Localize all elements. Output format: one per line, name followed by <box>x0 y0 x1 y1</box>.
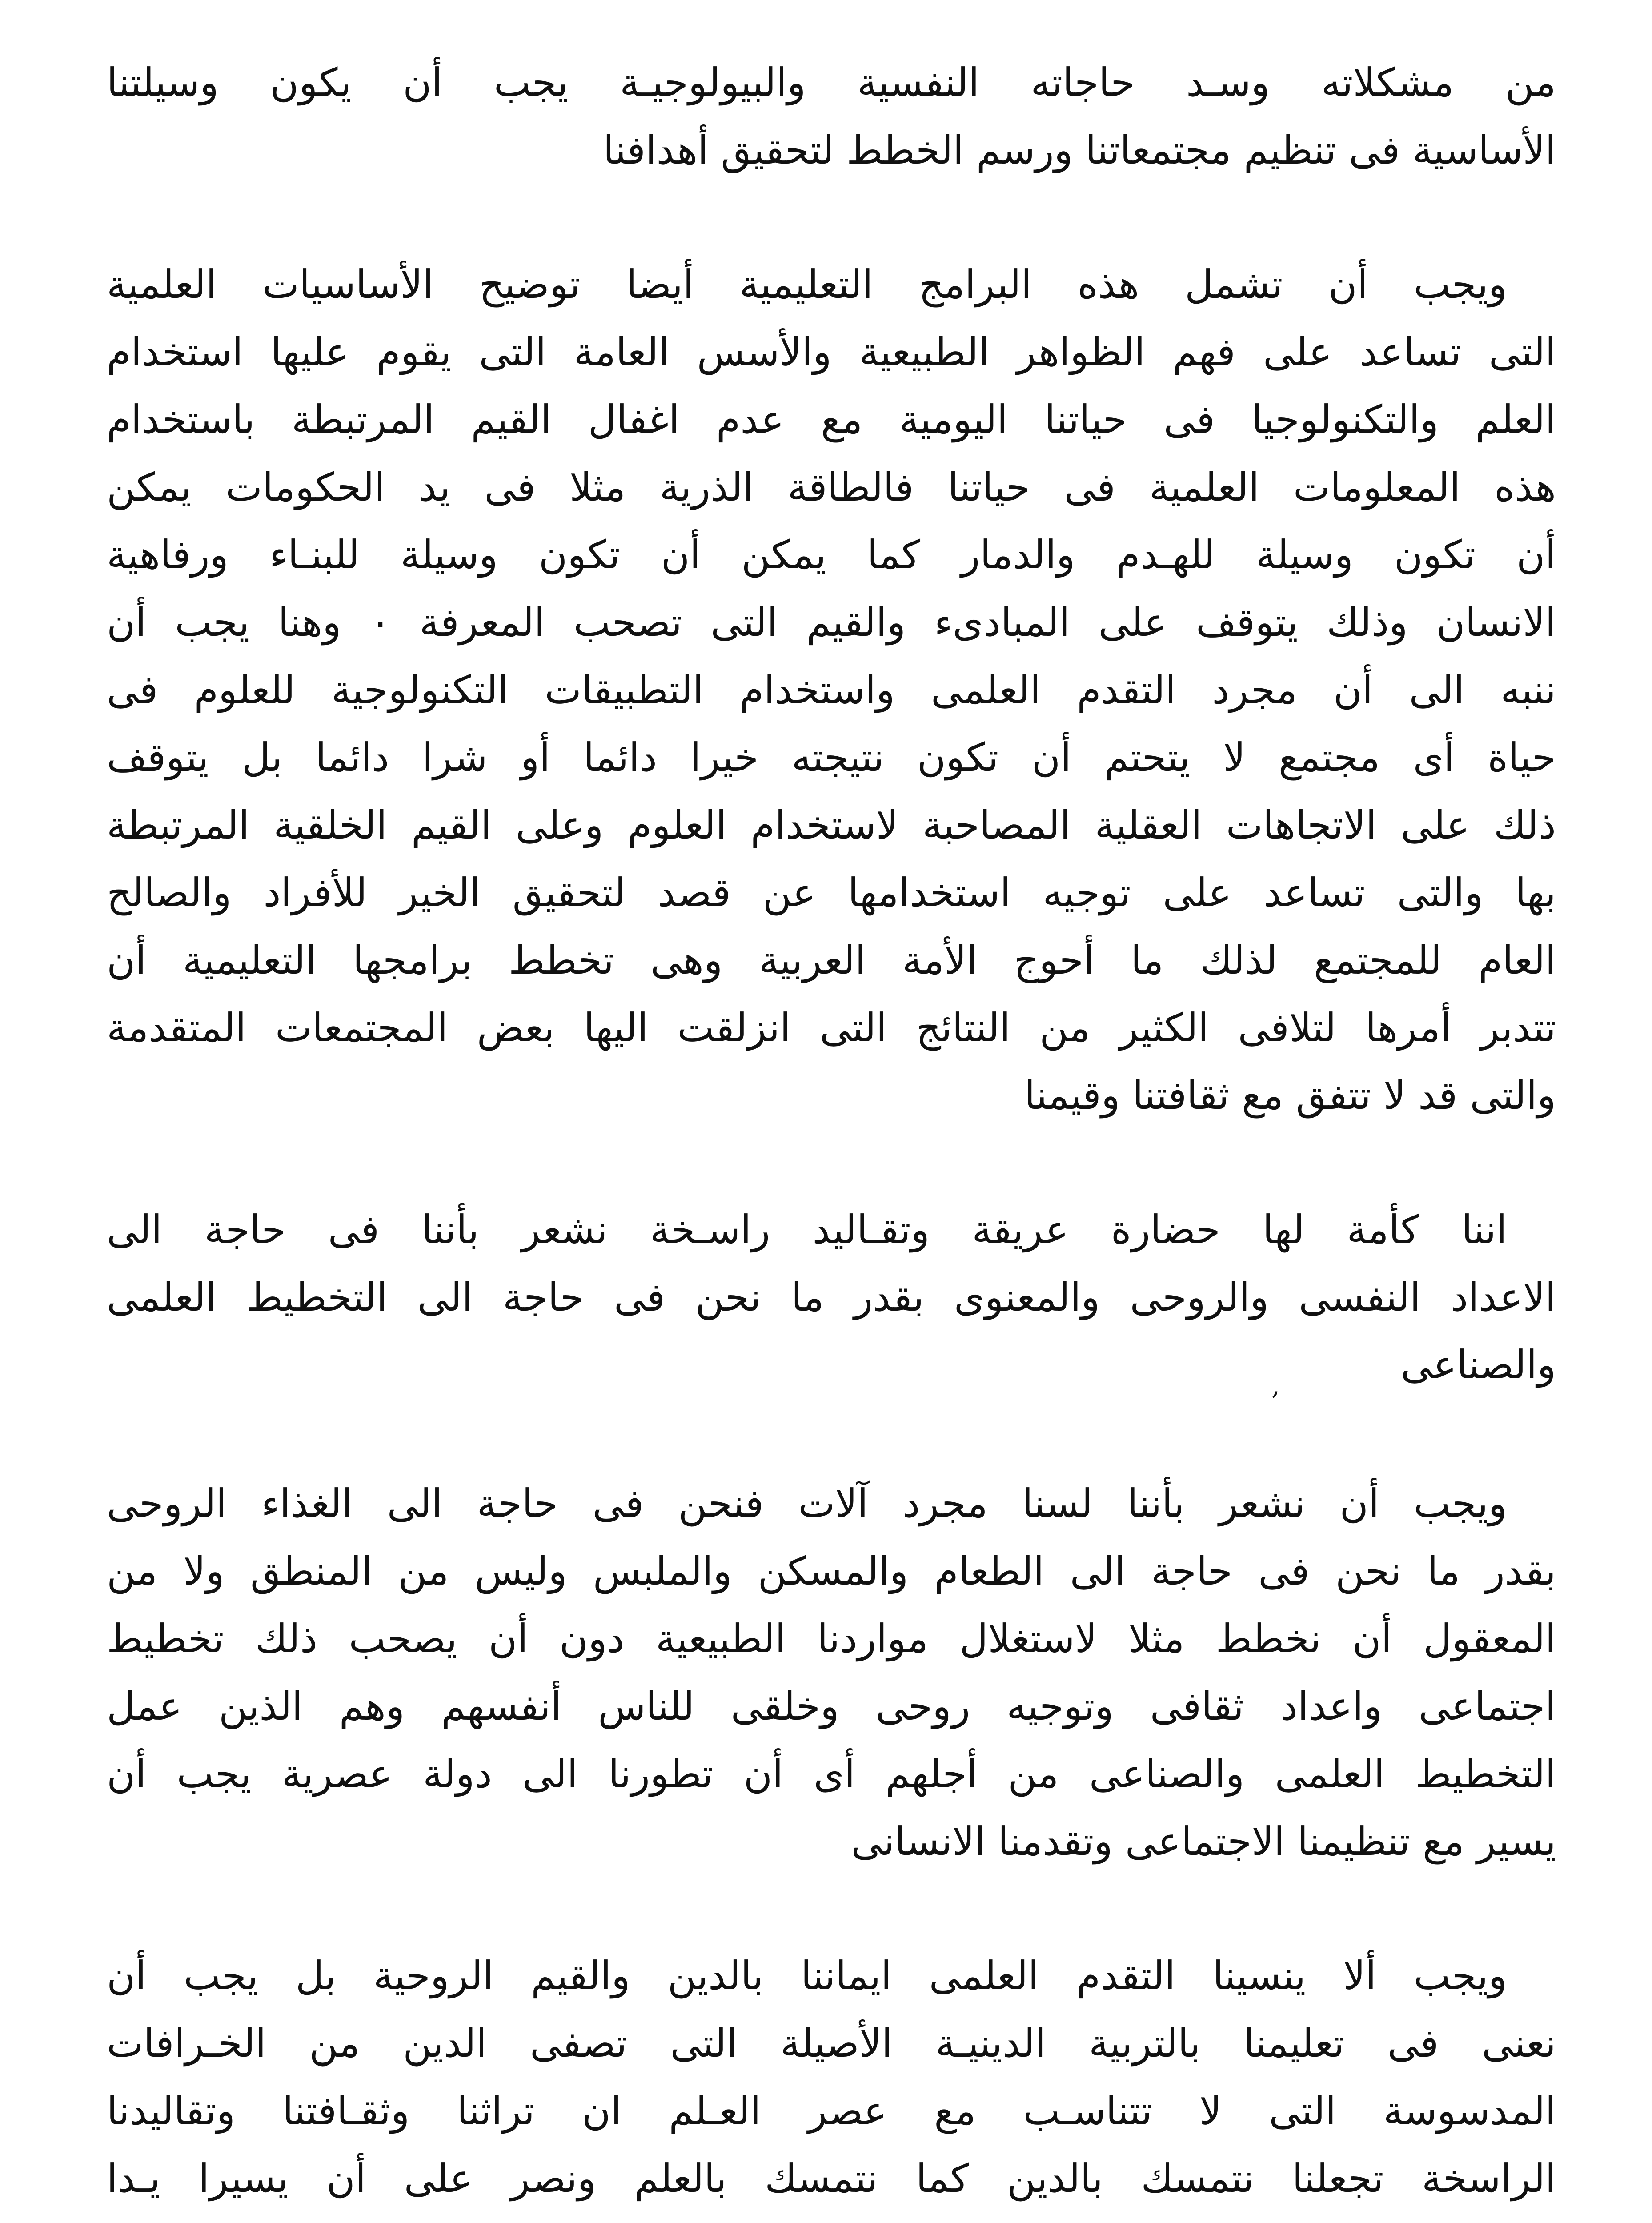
text-line: ويجب أن تشمل هذه البرامج التعليمية أيضا توضيح الأساسيات العلمية <box>107 261 1508 307</box>
text-line: ويجب أن نشعر بأننا لسنا مجرد آلات فنحن فى حاجة الى الغذاء الروحى <box>107 1481 1507 1526</box>
text-line: تتدبر أمرها لتلافى الكثير من النتائج التى انزلقت اليها بعض المجتمعات المتقدمة <box>107 1005 1556 1051</box>
text-line: من مشكلاته وسـد حاجاته النفسية والبيولوجيـة يجب أن يكون وسيلتنا <box>107 60 1556 105</box>
text-line: والصناعى <box>1400 1342 1556 1388</box>
text-line: المدسوسة التى لا تتناسـب مع عصر العـلم ان تراثنا وثقـافتنا وتقاليدنا <box>107 2088 1556 2134</box>
text-line: الراسخة تجعلنا نتمسك بالدين كما نتمسك بالعلم ونصر على أن يسيرا يـدا <box>107 2155 1556 2201</box>
document-page <box>107 49 1556 2223</box>
text-line: المعقول أن نخطط مثلا لاستغلال مواردنا الطبيعية دون أن يصحب ذلك تخطيط <box>107 1616 1556 1661</box>
text-line: حياة أى مجتمع لا يتحتم أن تكون نتيجته خيرا دائما أو شرا دائما بل يتوقف <box>107 734 1556 780</box>
text-line: يسير مع تنظيمنا الاجتماعى وتقدمنا الانسانى <box>851 1818 1556 1864</box>
paragraph <box>107 1942 1556 2223</box>
text-line: الاعداد النفسى والروحى والمعنوى بقدر ما نحن فى حاجة الى التخطيط العلمى <box>107 1274 1556 1320</box>
text-line: التى تساعد على فهم الظواهر الطبيعية والأسس العامة التى يقوم عليها استخدام <box>107 329 1556 375</box>
text-line: التخطيط العلمى والصناعى من أجلهم أى أن تطورنا الى دولة عصرية يجب أن <box>107 1751 1556 1797</box>
paragraph <box>107 49 1556 184</box>
text-line: ذلك على الاتجاهات العقلية المصاحبة لاستخدام العلوم وعلى القيم الخلقية المرتبطة <box>107 802 1556 848</box>
text-line: اجتماعى واعداد ثقافى وتوجيه روحى وخلقى للناس أنفسهم وهم الذين عمل <box>107 1683 1556 1729</box>
stray-mark: , <box>1271 1370 1280 1401</box>
text-line: نعنى فى تعليمنا بالتربية الدينيـة الأصيلة التى تصفى الدين من الخـرافات <box>107 2020 1556 2066</box>
text-line: هذه المعلومات العلمية فى حياتنا فالطاقة الذرية مثلا فى يد الحكومات يمكن <box>107 464 1556 510</box>
text-line: الانسان وذلك يتوقف على المبادىء والقيم التى تصحب المعرفة ٠ وهنا يجب أن <box>107 599 1556 645</box>
text-line: العام للمجتمع لذلك ما أحوج الأمة العربية وهى تخطط برامجها التعليمية أن <box>107 937 1556 983</box>
text-line: اننا كأمة لها حضارة عريقة وتقـاليد راسـخة نشعر بأننا فى حاجة الى <box>107 1207 1507 1252</box>
paragraph <box>107 1196 1556 1403</box>
paragraph <box>107 251 1556 1129</box>
text-line: بها والتى تساعد على توجيه استخدامها عن قصد لتحقيق الخير للأفراد والصالح <box>107 870 1556 915</box>
text-line: العلم والتكنولوجيا فى حياتنا اليومية مع عدم اغفال القيم المرتبطة باستخدام <box>107 397 1556 442</box>
text-line: والتى قد لا تتفق مع ثقافتنا وقيمنا <box>1024 1072 1556 1118</box>
text-line: بقدر ما نحن فى حاجة الى الطعام والمسكن والملبس وليس من المنطق ولا من <box>107 1548 1556 1594</box>
text-line: الأساسية فى تنظيم مجتمعاتنا ورسم الخطط لتحقيق أهدافنا <box>603 127 1556 173</box>
paragraph <box>107 1470 1556 1875</box>
text-line: أن تكون وسيلة للهـدم والدمار كما يمكن أن تكون وسيلة للبنـاء ورفاهية <box>107 532 1556 578</box>
text-line: ويجب ألا ينسينا التقدم العلمى ايماننا بالدين والقيم الروحية بل يجب أن <box>107 1953 1507 1998</box>
text-line: ننبه الى أن مجرد التقدم العلمى واستخدام التطبيقات التكنولوجية للعلوم فى <box>107 667 1556 713</box>
text-line <box>107 2212 1556 2223</box>
